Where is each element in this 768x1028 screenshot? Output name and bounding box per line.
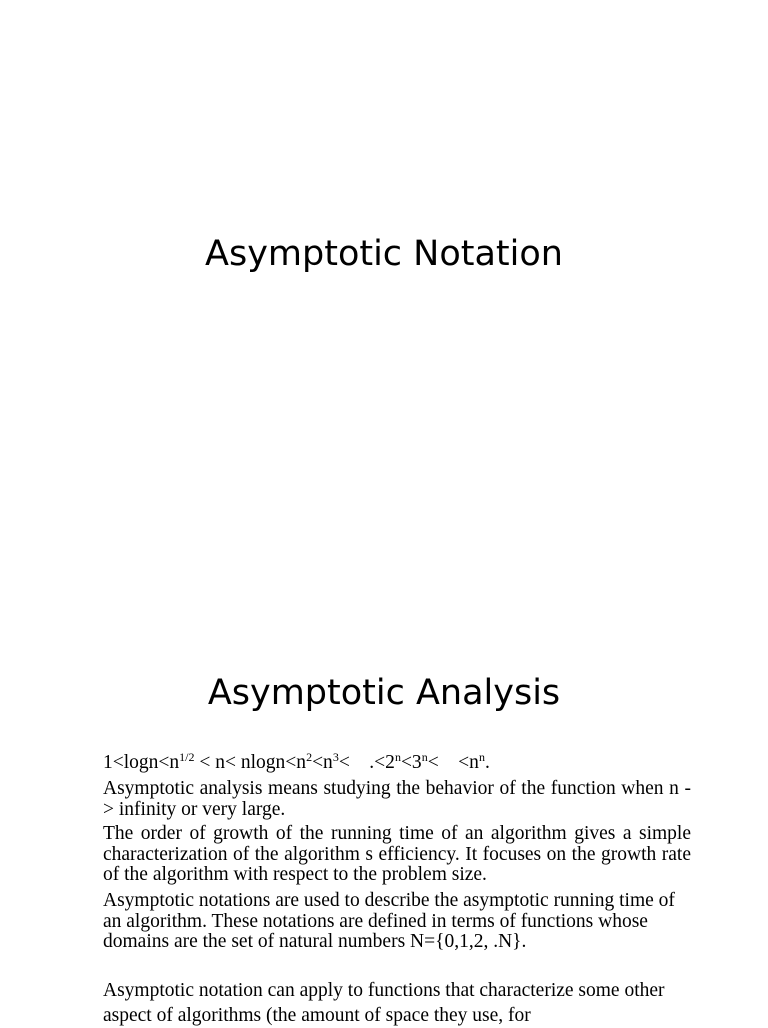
formula-part: <n [312, 752, 333, 773]
growth-order-formula [103, 750, 691, 774]
formula-part: < .<2 [338, 752, 395, 773]
formula-part: . [484, 752, 490, 773]
formula-exponent: n [421, 750, 428, 764]
formula-exponent: 3 [332, 750, 339, 764]
formula-exponent: n [478, 750, 485, 764]
paragraph-asymptotic-analysis: Asymptotic analysis means studying the behavior of the function when n -> infinity or very large. [103, 778, 691, 820]
formula-part: 1<logn<n [103, 752, 180, 773]
slide-title-notation: Asymptotic Notation [205, 234, 563, 274]
formula-exponent: n [394, 750, 401, 764]
formula-part: < n< nlogn<n [194, 752, 307, 773]
formula-part: <3 [400, 752, 422, 773]
paragraph-notation-apply: Asymptotic notation can apply to functions that characterize some other aspect of algorithms (the amount of space they use, for [103, 980, 665, 1026]
paragraph-order-of-growth: The order of growth of the running time of an algorithm gives a simple characterization of the algorithm s efficiency. It focuses on the growth rate of the algorithm with respect to the problem size. [103, 823, 691, 885]
formula-part: < <n [427, 752, 479, 773]
formula-exponent: 1/2 [179, 750, 195, 764]
paragraph-asymptotic-notations: Asymptotic notations are used to describe the asymptotic running time of an algorithm. These notations are defined in terms of functions whose domains are the set of natural numbers N={0,1,2, .N}. [103, 890, 675, 952]
formula-exponent: 2 [306, 750, 313, 764]
slide-title-analysis: Asymptotic Analysis [207, 673, 561, 713]
